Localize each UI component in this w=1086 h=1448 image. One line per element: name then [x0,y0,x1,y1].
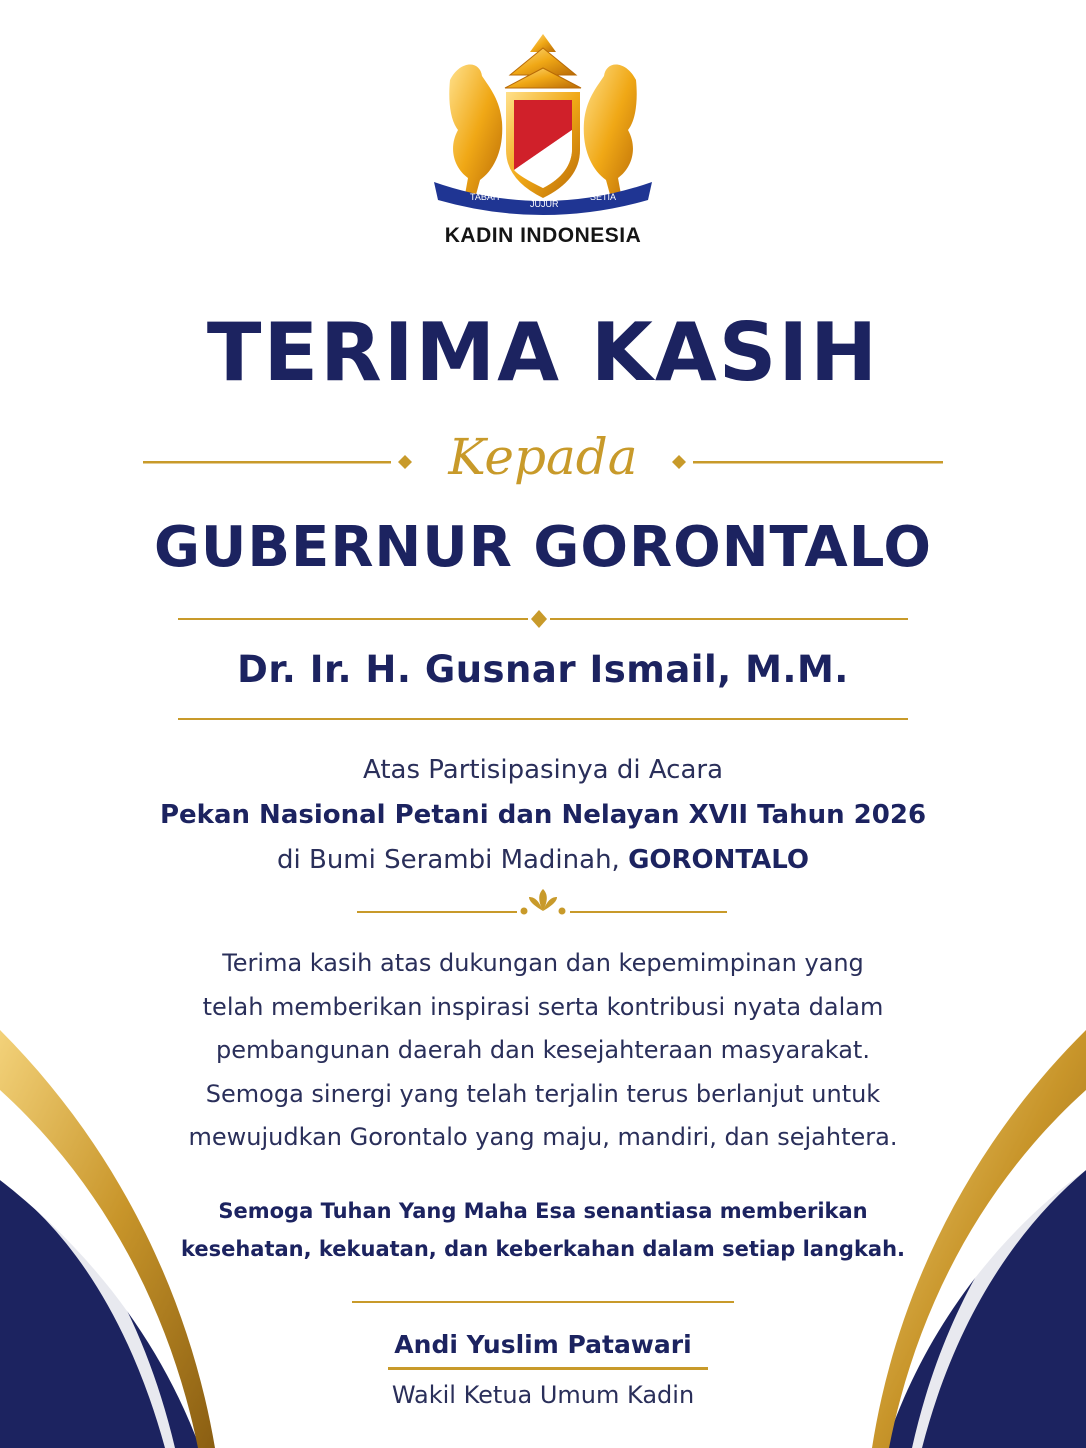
event-name: Pekan Nasional Petani dan Nelayan XVII Tahun 2026 [159,800,927,830]
message-body [0,942,1086,1160]
signer-name: Andi Yuslim Patawari [394,1330,692,1359]
event-intro: Atas Partisipasinya di Acara [362,755,724,785]
divider-person [178,718,908,720]
kepada-label: Kepada [448,428,638,486]
divider-recipient [178,610,908,628]
signer-title: Wakil Ketua Umum Kadin [391,1381,695,1409]
message-line: Terima kasih atas dukungan dan kepemimpinan yang [222,949,864,977]
location-prefix: di Bumi Serambi Madinah, [277,845,629,875]
event-location [0,845,1086,875]
kadin-logo [430,30,656,220]
message-line: telah memberikan inspirasi serta kontribusi nyata dalam [202,992,884,1021]
motto-2: JUJUR [530,199,559,209]
recipient-name: Dr. Ir. H. Gusnar Ismail, M.M. [237,648,849,691]
recipient-title: GUBERNUR GORONTALO [153,515,933,580]
prayer-text [0,1192,1086,1268]
message-line: mewujudkan Gorontalo yang maju, mandiri, dan sejahtera. [188,1123,898,1151]
divider-signature-top [352,1301,734,1303]
prayer-line: kesehatan, kekuatan, dan keberkahan dalam setiap langkah. [180,1237,906,1261]
location-city: GORONTALO [628,845,809,875]
motto-1: TABAH [470,192,500,202]
message-line: Semoga sinergi yang telah terjalin terus berlanjut untuk [205,1079,881,1108]
page-title: TERIMA KASIH [206,306,880,399]
motto-3: SETIA [590,192,617,202]
message-line: pembangunan daerah dan kesejahteraan masyarakat. [216,1036,870,1064]
prayer-line: Semoga Tuhan Yang Maha Esa senantiasa memberikan [218,1199,868,1223]
divider-signature-name [388,1367,708,1370]
org-name: KADIN INDONESIA [444,224,642,247]
divider-ornament [357,889,727,915]
